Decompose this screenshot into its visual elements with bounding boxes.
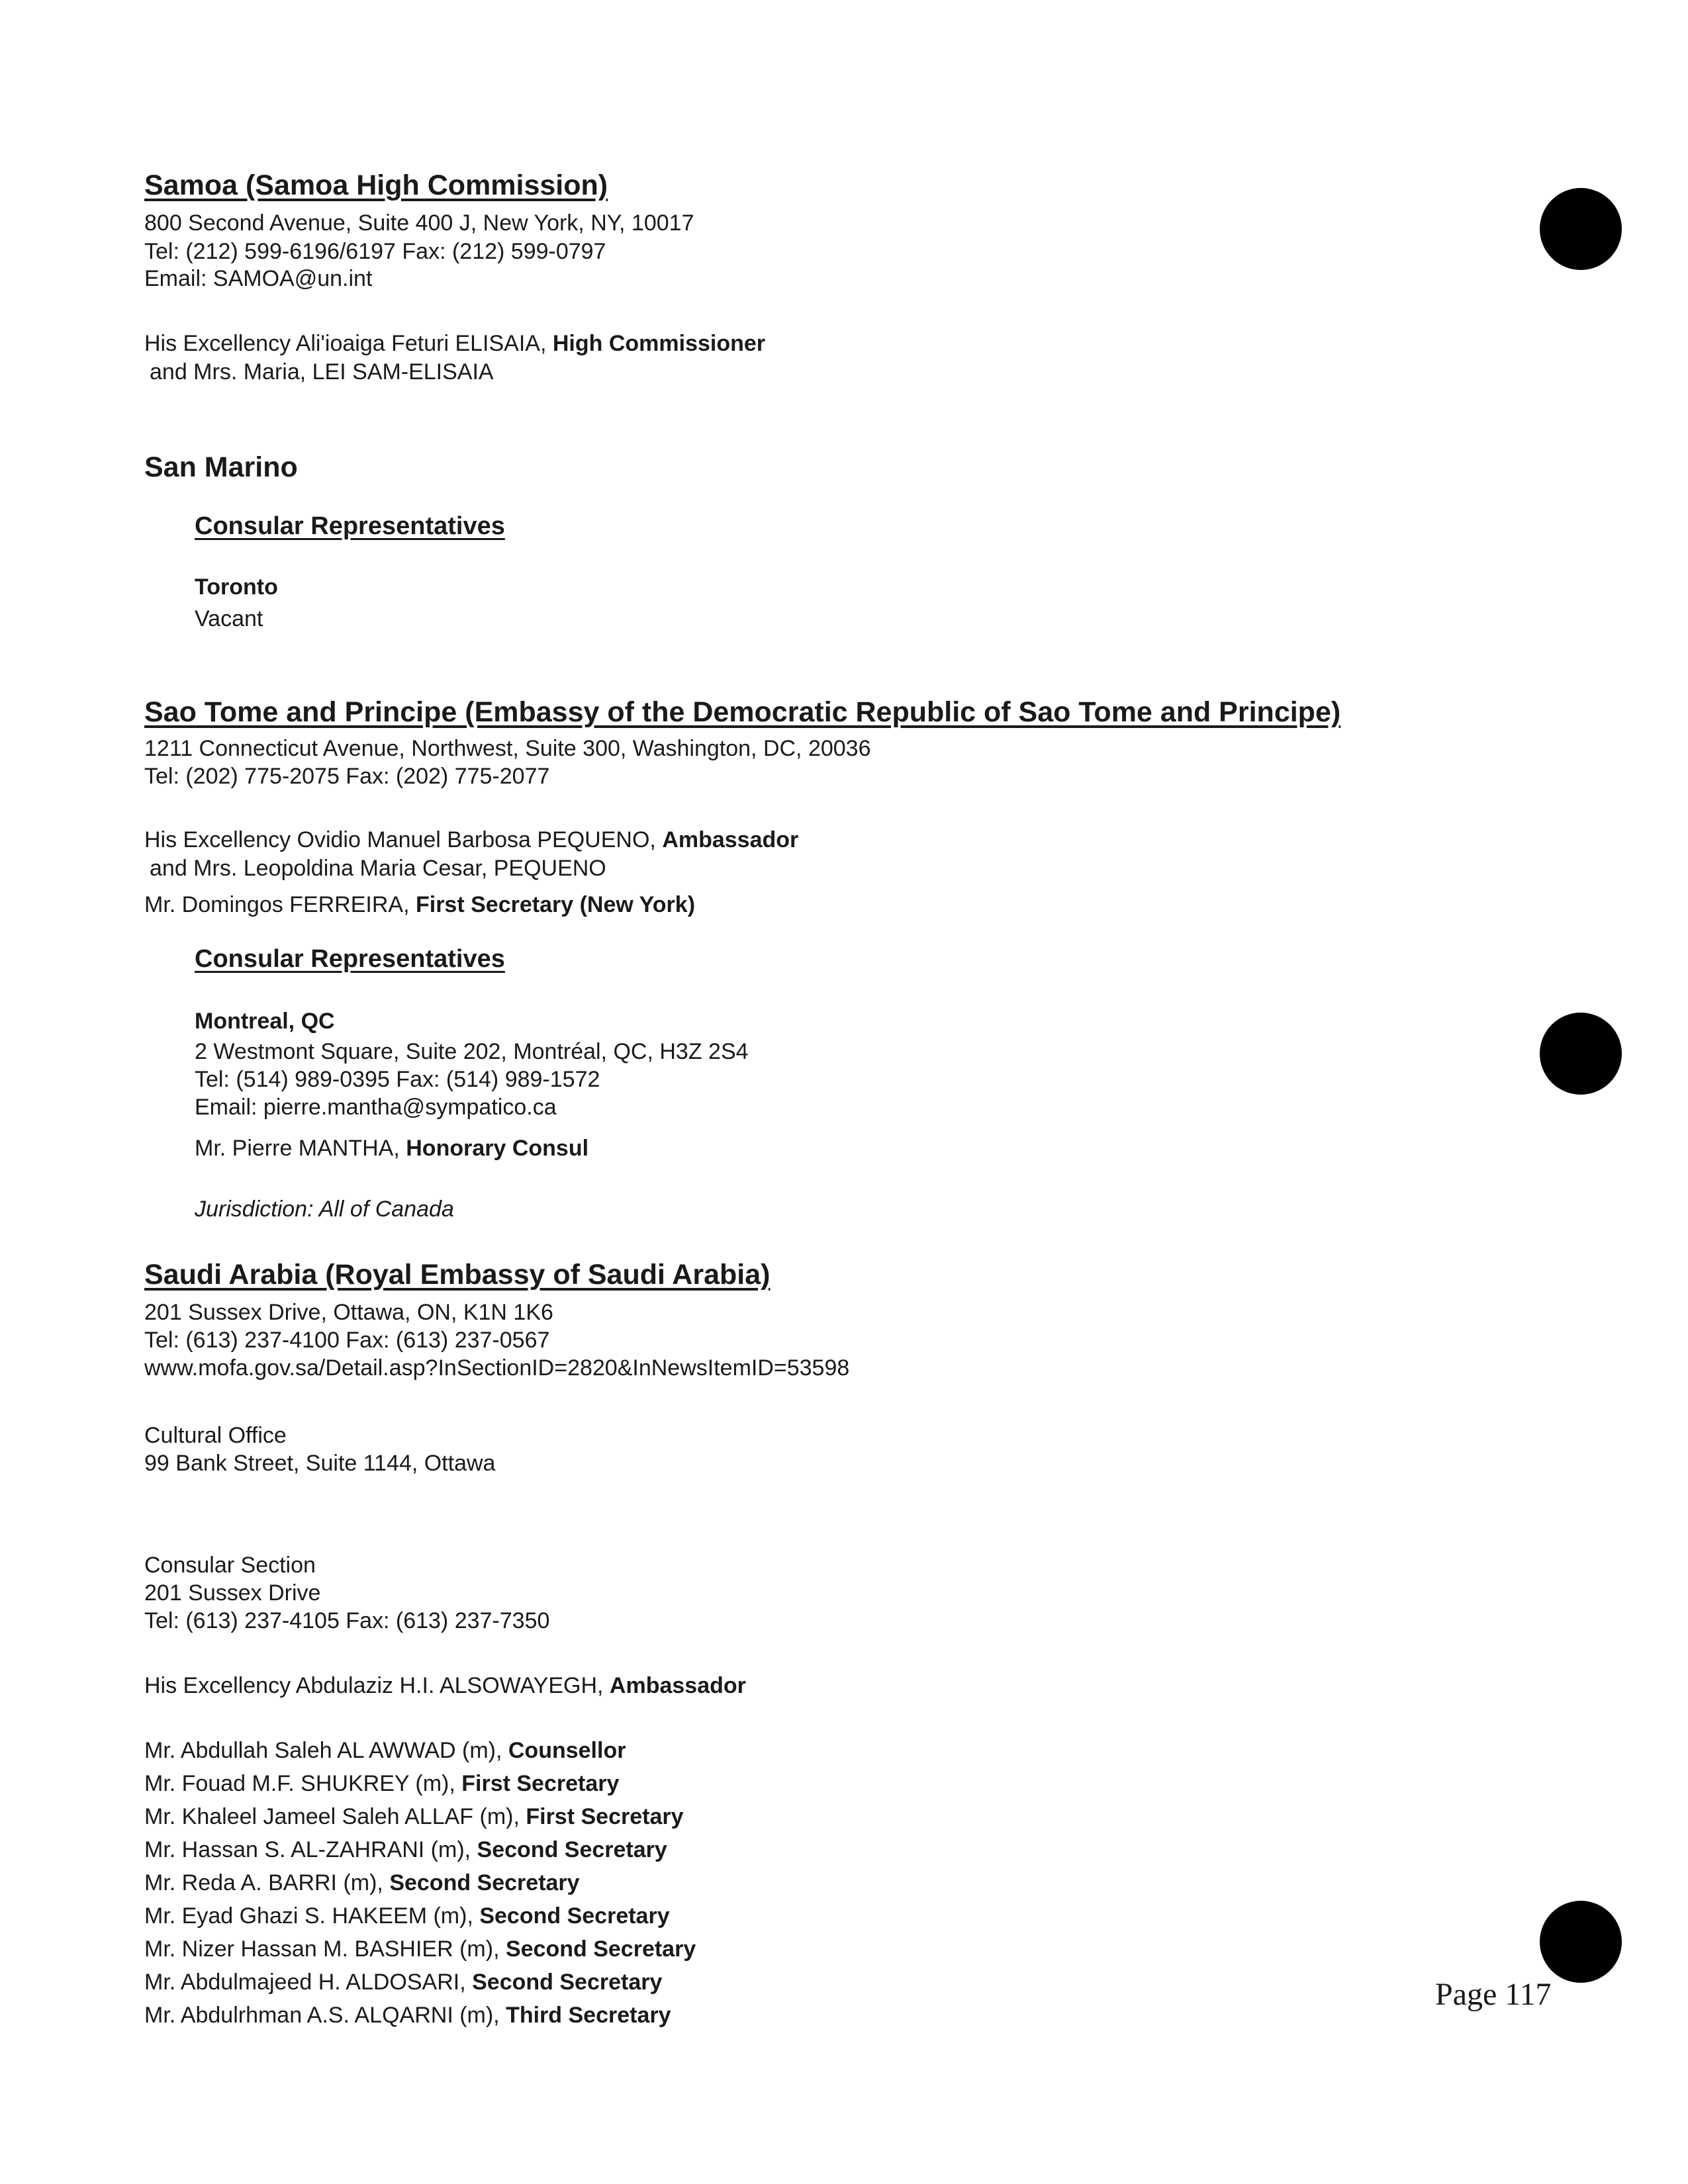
staff-name: Mr. Abdullah Saleh AL AWWAD (m), bbox=[144, 1738, 508, 1763]
sao-tome-consulate-address: 2 Westmont Square, Suite 202, Montréal, QC, H3Z 2S4 bbox=[195, 1039, 749, 1064]
san-marino-status: Vacant bbox=[195, 606, 263, 631]
staff-title: Second Secretary bbox=[389, 1870, 580, 1895]
staff-name: Mr. Fouad M.F. SHUKREY (m), bbox=[144, 1771, 462, 1796]
list-item bbox=[144, 1771, 619, 1797]
staff-title: Second Secretary bbox=[505, 1936, 696, 1962]
sao-tome-consul-title: Honorary Consul bbox=[406, 1136, 589, 1161]
staff-name: Mr. Eyad Ghazi S. HAKEEM (m), bbox=[144, 1903, 480, 1929]
list-item bbox=[144, 1804, 684, 1830]
sao-tome-consulate-email: Email: pierre.mantha@sympatico.ca bbox=[195, 1095, 557, 1120]
saudi-website: www.mofa.gov.sa/Detail.asp?InSectionID=2820&InNewsItemID=53598 bbox=[144, 1355, 850, 1381]
saudi-tel: Tel: (613) 237-4100 Fax: (613) 237-0567 bbox=[144, 1328, 550, 1353]
sao-tome-second-title: First Secretary (New York) bbox=[415, 892, 696, 917]
saudi-address: 201 Sussex Drive, Ottawa, ON, K1N 1K6 bbox=[144, 1300, 553, 1325]
sao-tome-spouse: and Mrs. Leopoldina Maria Cesar, PEQUENO bbox=[150, 856, 606, 881]
staff-name: Mr. Khaleel Jameel Saleh ALLAF (m), bbox=[144, 1804, 526, 1829]
staff-title: Counsellor bbox=[508, 1738, 626, 1763]
page-number: Page 117 bbox=[1435, 1977, 1552, 2012]
samoa-rep-name: His Excellency Ali'ioaiga Feturi ELISAIA, bbox=[144, 331, 553, 356]
saudi-cultural-label: Cultural Office bbox=[144, 1423, 287, 1448]
staff-title: Second Secretary bbox=[479, 1903, 670, 1929]
sao-tome-rep-title: Ambassador bbox=[662, 827, 799, 852]
sao-tome-representative bbox=[144, 827, 798, 853]
samoa-heading: Samoa (Samoa High Commission) bbox=[144, 169, 608, 201]
punch-hole bbox=[1540, 1901, 1622, 1983]
sao-tome-address: 1211 Connecticut Avenue, Northwest, Suite 300, Washington, DC, 20036 bbox=[144, 736, 871, 761]
saudi-consular-tel: Tel: (613) 237-4105 Fax: (613) 237-7350 bbox=[144, 1608, 550, 1633]
sao-tome-first-secretary bbox=[144, 892, 695, 918]
sao-tome-consular-heading: Consular Representatives bbox=[195, 945, 505, 973]
saudi-cultural-address: 99 Bank Street, Suite 1144, Ottawa bbox=[144, 1451, 496, 1476]
saudi-consular-label: Consular Section bbox=[144, 1553, 316, 1578]
staff-title: Third Secretary bbox=[506, 2003, 671, 2028]
list-item bbox=[144, 2003, 671, 2028]
sao-tome-second-name: Mr. Domingos FERREIRA, bbox=[144, 892, 416, 917]
sao-tome-consul bbox=[195, 1136, 588, 1161]
staff-title: Second Secretary bbox=[477, 1837, 667, 1862]
saudi-ambassador bbox=[144, 1673, 746, 1699]
samoa-tel: Tel: (212) 599-6196/6197 Fax: (212) 599-0797 bbox=[144, 239, 606, 264]
punch-hole bbox=[1540, 1013, 1622, 1095]
saudi-consular-address: 201 Sussex Drive bbox=[144, 1580, 321, 1606]
samoa-rep-title: High Commissioner bbox=[552, 331, 766, 356]
staff-name: Mr. Nizer Hassan M. BASHIER (m), bbox=[144, 1936, 506, 1962]
staff-name: Mr. Reda A. BARRI (m), bbox=[144, 1870, 390, 1895]
saudi-ambassador-name: His Excellency Abdulaziz H.I. ALSOWAYEGH, bbox=[144, 1673, 610, 1698]
saudi-ambassador-title: Ambassador bbox=[609, 1673, 746, 1698]
san-marino-consular-heading: Consular Representatives bbox=[195, 512, 505, 540]
staff-name: Mr. Abdulrhman A.S. ALQARNI (m), bbox=[144, 2003, 506, 2028]
list-item bbox=[144, 1970, 662, 1995]
sao-tome-tel: Tel: (202) 775-2075 Fax: (202) 775-2077 bbox=[144, 764, 550, 789]
list-item bbox=[144, 1903, 670, 1929]
sao-tome-heading: Sao Tome and Principe (Embassy of the Democratic Republic of Sao Tome and Principe) bbox=[144, 696, 1341, 728]
list-item bbox=[144, 1936, 696, 1962]
staff-name: Mr. Hassan S. AL-ZAHRANI (m), bbox=[144, 1837, 477, 1862]
sao-tome-jurisdiction: Jurisdiction: All of Canada bbox=[195, 1197, 454, 1222]
sao-tome-consul-name: Mr. Pierre MANTHA, bbox=[195, 1136, 406, 1161]
san-marino-heading: San Marino bbox=[144, 451, 298, 483]
staff-title: First Secretary bbox=[526, 1804, 684, 1829]
samoa-spouse: and Mrs. Maria, LEI SAM-ELISAIA bbox=[150, 359, 494, 385]
samoa-email: Email: SAMOA@un.int bbox=[144, 266, 373, 291]
saudi-heading: Saudi Arabia (Royal Embassy of Saudi Arabia) bbox=[144, 1259, 771, 1291]
samoa-representative bbox=[144, 331, 765, 357]
list-item bbox=[144, 1870, 580, 1896]
staff-name: Mr. Abdulmajeed H. ALDOSARI, bbox=[144, 1970, 473, 1995]
staff-title: First Secretary bbox=[461, 1771, 620, 1796]
list-item bbox=[144, 1738, 626, 1764]
punch-hole bbox=[1540, 188, 1622, 270]
sao-tome-rep-name: His Excellency Ovidio Manuel Barbosa PEQUENO, bbox=[144, 827, 663, 852]
sao-tome-consulate-tel: Tel: (514) 989-0395 Fax: (514) 989-1572 bbox=[195, 1067, 600, 1092]
samoa-address: 800 Second Avenue, Suite 400 J, New York, NY, 10017 bbox=[144, 210, 694, 236]
list-item bbox=[144, 1837, 667, 1863]
staff-title: Second Secretary bbox=[472, 1970, 663, 1995]
sao-tome-consulate-city: Montreal, QC bbox=[195, 1009, 335, 1034]
san-marino-city: Toronto bbox=[195, 574, 278, 600]
